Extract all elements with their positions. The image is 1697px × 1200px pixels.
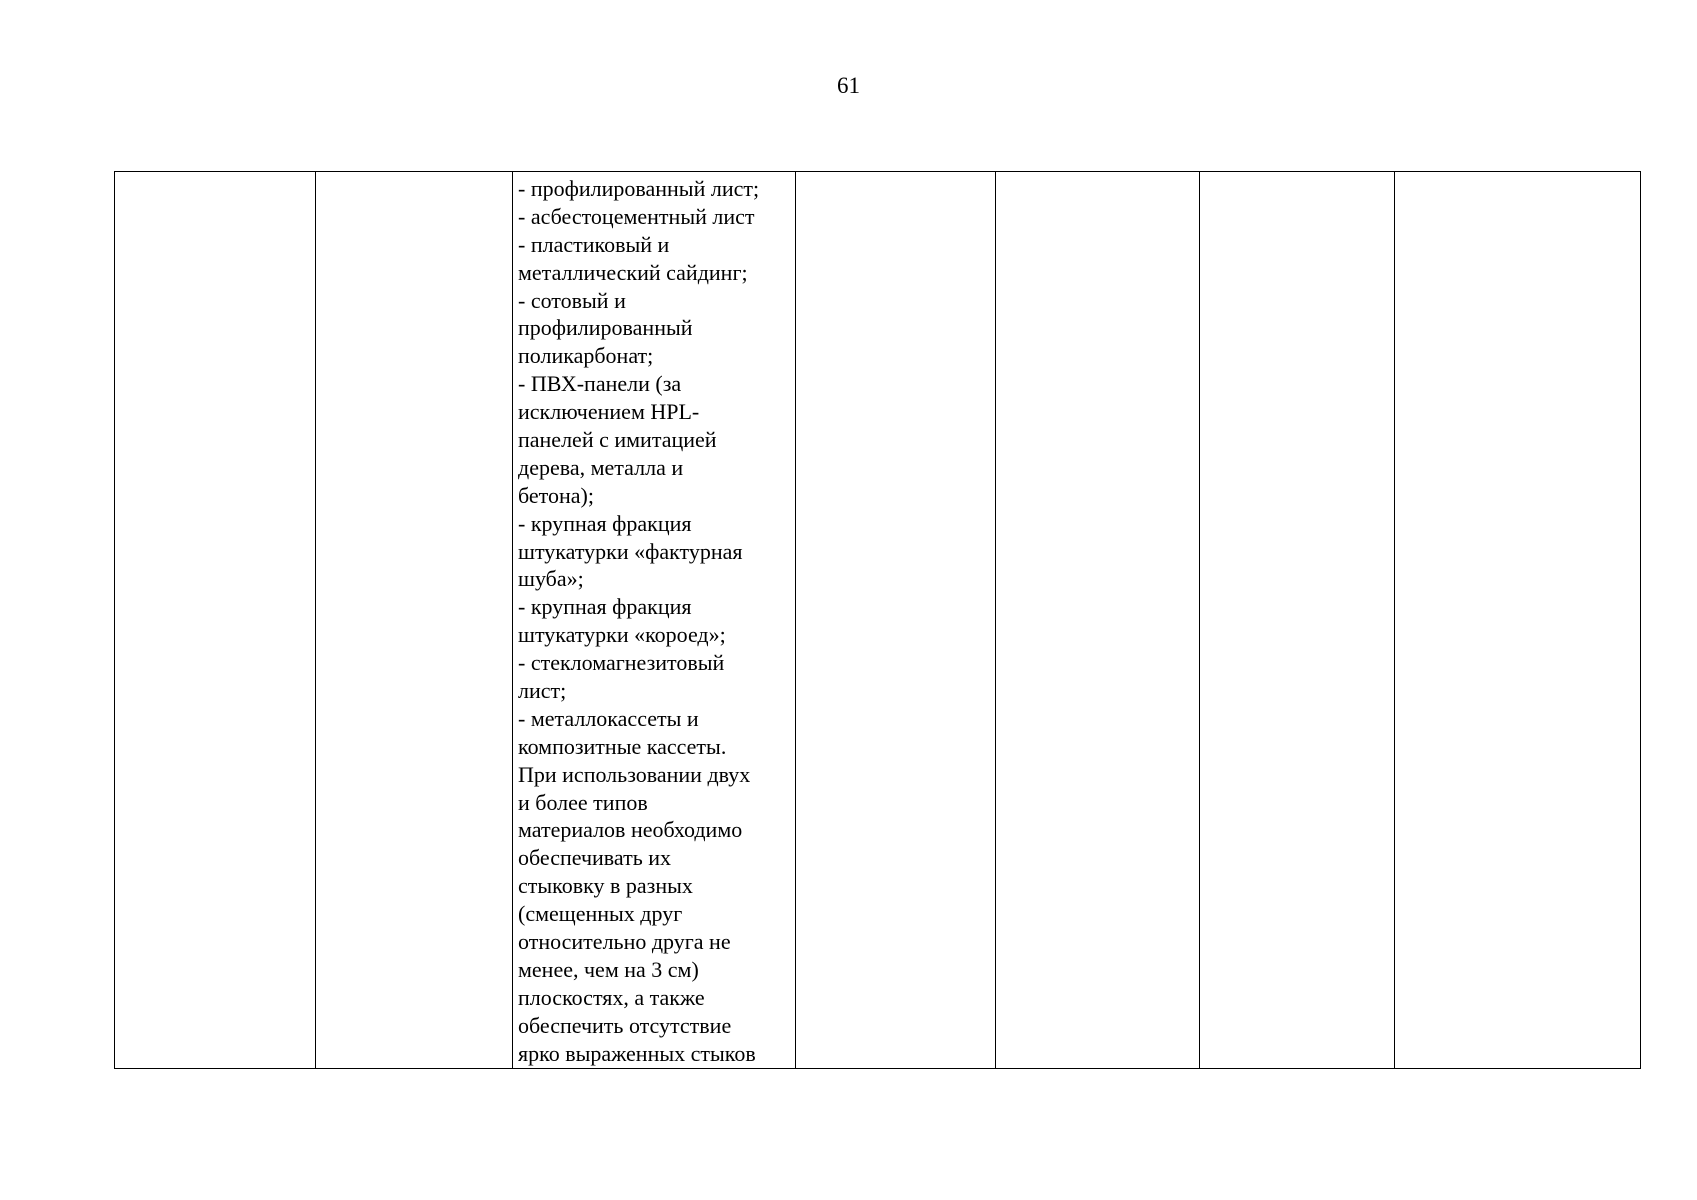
text-line: профилированный: [518, 315, 693, 341]
text-line: стыковку в разных: [518, 873, 693, 899]
text-line: плоскостях, а также: [518, 984, 705, 1010]
table-cell-col6: [1200, 172, 1395, 1069]
table-cell-col2: [316, 172, 513, 1069]
text-line: панелей с имитацией: [518, 427, 717, 453]
text-line: дерева, металла и: [518, 454, 684, 480]
requirements-table: [114, 171, 1641, 1069]
text-line: При использовании двух: [518, 761, 751, 787]
text-line: - сотовый и: [518, 287, 626, 313]
text-line: бетона);: [518, 482, 594, 508]
table-cell-col1: [115, 172, 316, 1069]
text-line: обеспечивать их: [518, 845, 672, 871]
table-cell-col4: [796, 172, 996, 1069]
text-line: - профилированный лист;: [518, 176, 760, 201]
table-cell-col7: [1395, 172, 1641, 1069]
text-line: (смещенных друг: [518, 901, 683, 927]
table-cell-col5: [996, 172, 1200, 1069]
text-line: - асбестоцементный лист: [518, 203, 755, 229]
text-line: материалов необходимо: [518, 817, 743, 843]
text-line: композитные кассеты.: [518, 733, 727, 759]
text-line: - металлокассеты и: [518, 705, 699, 731]
text-line: относительно друга не: [518, 929, 731, 955]
text-line: и более типов: [518, 789, 648, 815]
page-number: 61: [837, 73, 860, 98]
text-line: шуба»;: [518, 566, 584, 592]
text-line: - стекломагнезитовый: [518, 650, 725, 676]
text-line: обеспечить отсутствие: [518, 1012, 732, 1038]
text-line: ярко выраженных стыков: [518, 1040, 756, 1066]
text-line: исключением HPL-: [518, 399, 700, 425]
text-line: - крупная фракция: [518, 510, 692, 536]
text-line: металлический сайдинг;: [518, 259, 748, 285]
table-row: [115, 172, 1641, 1069]
text-line: - крупная фракция: [518, 594, 692, 620]
text-line: - пластиковый и: [518, 231, 670, 257]
text-line: штукатурки «короед»;: [518, 622, 726, 648]
text-line: штукатурки «фактурная: [518, 538, 743, 564]
text-line: менее, чем на 3 см): [518, 956, 699, 982]
materials-text: [513, 172, 795, 1068]
text-line: поликарбонат;: [518, 343, 654, 369]
text-line: - ПВХ-панели (за: [518, 371, 682, 397]
table-cell-materials: [513, 172, 796, 1069]
text-line: лист;: [518, 678, 567, 704]
